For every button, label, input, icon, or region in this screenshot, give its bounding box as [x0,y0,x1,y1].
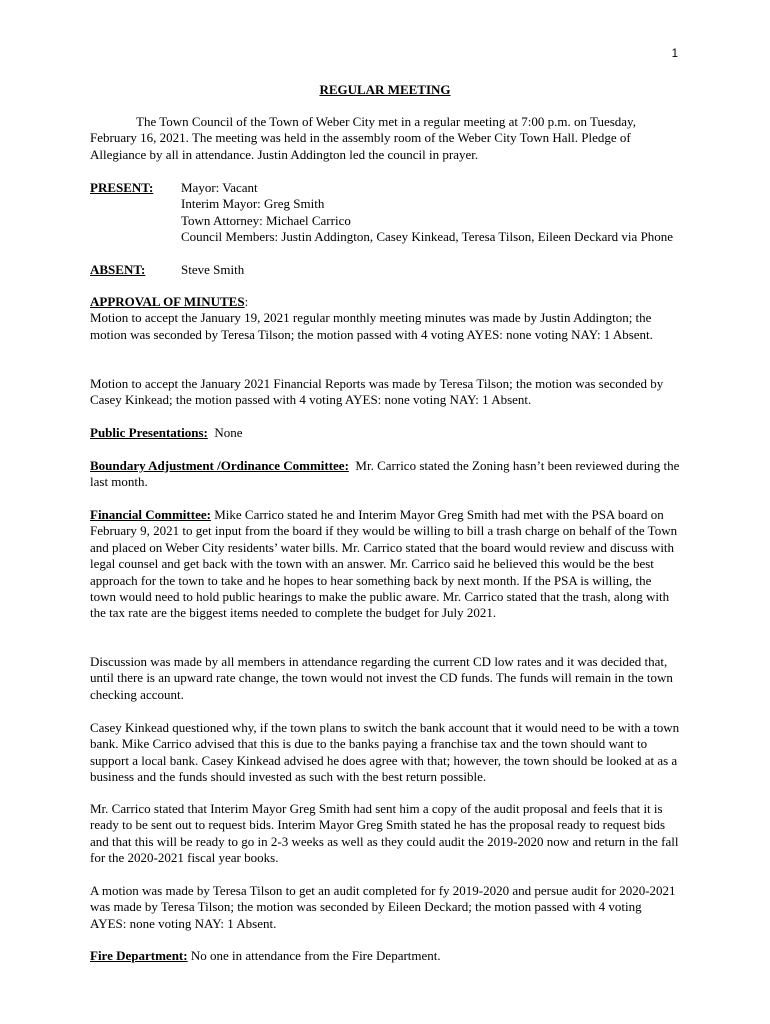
boundary-section [90,458,680,491]
page-number: 1 [671,48,678,60]
cd-discussion-paragraph: Discussion was made by all members in attendance regarding the current CD low rates and it was decided that, until there is an upward rate change, the town would not invest the CD funds. The funds will remain in the town checking account. [90,654,673,702]
present-item-attorney: Town Attorney: Michael Carrico [181,212,351,228]
public-heading: Public Presentations: [90,425,208,440]
boundary-heading: Boundary Adjustment /Ordinance Committee: [90,458,349,473]
present-item-mayor: Mayor: Vacant [181,180,258,195]
public-presentations [90,425,680,441]
financial-section [90,507,680,622]
boundary-text: Mr. Carrico stated the Zoning hasn’t been reviewed during the last month. [90,458,680,490]
document-title: REGULAR MEETING [319,82,451,97]
approval-colon: : [244,294,249,309]
approval-motion-2: Motion to accept the January 2021 Financial Reports was made by Teresa Tilson; the motion was seconded by Casey Kinkead; the motion passed with 4 voting AYES: none voting NAY: 1 Absent. [90,376,664,408]
approval-motion-1: Motion to accept the January 19, 2021 regular monthly meeting minutes was made by Justin Addington; the motion was seconded by Teresa Tilson; the motion passed with 4 voting AYES: none voting NAY: 1 Absent. [90,310,653,342]
approval-section [90,294,680,343]
approval-heading: APPROVAL OF MINUTES [90,294,245,309]
present-item-interim-mayor: Interim Mayor: Greg Smith [181,196,325,212]
audit-proposal-paragraph: Mr. Carrico stated that Interim Mayor Greg Smith had sent him a copy of the audit proposal and feels that it is ready to be sent out to request bids. Interim Mayor Greg Smith stated he has the proposal ready to request bids and that this will be ready to go in 2-3 weeks as well as they could audit the 2019-2020 now and return in the fall for the 2020-2021 fiscal year books. [90,801,679,866]
public-text: None [214,425,243,440]
present-item-council: Council Members: Justin Addington, Casey Kinkead, Teresa Tilson, Eileen Deckard via Phone [181,229,674,245]
absent-label: ABSENT: [90,262,146,277]
present-list [181,180,676,246]
intro-paragraph: The Town Council of the Town of Weber City met in a regular meeting at 7:00 p.m. on Tuesday, February 16, 2021. The meeting was held in the assembly room of the Weber City Town Hall. Pledge of Allegiance by all in attendance. Justin Addington led the council in prayer. [90,114,636,162]
audit-motion-paragraph: A motion was made by Teresa Tilson to get an audit completed for fy 2019-2020 and persue audit for 2020-2021 was made by Teresa Tilson; the motion was seconded by Eileen Deckard; the motion passed with 4 voting AYES: none voting NAY: 1 Absent. [90,883,676,931]
present-label: PRESENT: [90,180,154,195]
fire-heading: Fire Department: [90,948,188,963]
bank-account-paragraph: Casey Kinkead questioned why, if the town plans to switch the bank account that it would need to be with a town bank. Mike Carrico advised that this is due to the banks paying a franchise tax and the town should want to support a local bank. Casey Kinkead advised he does agree with that; however, the town should be looked at as a business and the funds should invested as such with the best return possible. [90,720,680,785]
financial-text: Mike Carrico stated he and Interim Mayor Greg Smith had met with the PSA board on February 9, 2021 to get input from the board if they would be willing to bill a trash charge on behalf of the Town and placed on Weber City residents’ water bills. Mr. Carrico stated that the board would review and discuss with legal counsel and get back with the town with an answer. Mr. Carrico said he believed this would be the best approach for the town to take and he hopes to hear something back by next month. If the PSA is willing, the town would need to hold public hearings to make the public aware. Mr. Carrico stated that the trash, along with the tax rate are the biggest items needed to complete the budget for July 2021. [90,507,678,621]
financial-heading: Financial Committee: [90,507,211,522]
fire-text: No one in attendance from the Fire Department. [190,948,441,963]
fire-department-section [90,948,680,964]
absent-value: Steve Smith [181,262,245,277]
